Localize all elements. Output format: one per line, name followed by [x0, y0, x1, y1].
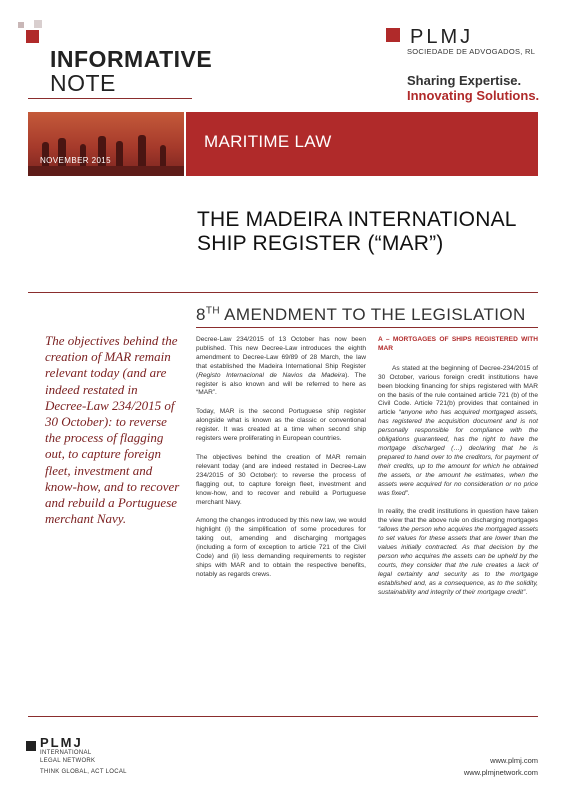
title-divider	[28, 292, 538, 293]
paragraph	[378, 508, 538, 597]
section-number: 8	[196, 305, 206, 324]
logo-name: PLMJ	[410, 26, 474, 48]
document-title-line-1: THE MADEIRA INTERNATIONAL	[197, 208, 517, 231]
footer-network-line-1: INTERNATIONAL	[40, 750, 92, 756]
paragraph-text: Decree-Law 234/2015 of 13 October has now been published. This new Decree-Law introduces the eighth amendment to Decree-Law 69/89 of 28 March, the law that established the Madeira International Ship Register (	[196, 336, 366, 379]
body-column-right	[378, 336, 538, 607]
footer-network-line-2: LEGAL NETWORK	[40, 758, 96, 764]
footer-logo-square-icon	[26, 741, 36, 751]
paragraph-text: .	[407, 489, 410, 497]
paragraph-text: As stated at the beginning of Decree-234/2015 of 30 October, various foreign credit institutions have been blocking financing for ships registered with MAR on the basis of the rule contained article 721 (b) of the Civil Code. Article 721(b) provides that contained in article	[378, 364, 538, 417]
doc-type-line-1: INFORMATIVE	[50, 46, 213, 72]
section-heading	[196, 305, 526, 325]
paragraph: The objectives behind the creation of MAR remain relevant today (and are indeed restated in Decree-Law 234/2015 of 30 October): to reverse the process of flagging out, to capture foreign fleet, investment and know-how, and to recover and rebuild a Portuguese merchant Navy.	[196, 453, 366, 506]
practice-area-label: MARITIME LAW	[204, 132, 332, 151]
footer-divider	[28, 716, 538, 717]
decorative-square	[18, 22, 24, 28]
footer-logo-name: PLMJ	[40, 735, 83, 750]
paragraph	[196, 336, 366, 398]
document-title-line-2: SHIP REGISTER (“MAR”)	[197, 232, 444, 255]
tagline-primary: Sharing Expertise.	[407, 73, 522, 88]
footer-network-website-link[interactable]: www.plmjnetwork.com	[463, 768, 538, 777]
legal-quote-italic: “allows the person who acquires the mortgaged assets to set values for these assets that are lower than the values initially contracted. As that decision by the person who acquires the assets can be upheld by the courts, they consider that the rule creates a lack of legal certainty and security as to the mortgage established and, as a consequence, as to the solidity, sustainability and integrity of their mortgage credit”	[378, 526, 538, 596]
doc-type-line-2: NOTE	[50, 70, 116, 96]
register-name-italic: Registo Internacional de Navios da Madeira	[198, 371, 346, 379]
section-ordinal-suffix: TH	[205, 305, 220, 317]
header-divider	[28, 98, 192, 99]
decorative-square	[34, 20, 42, 28]
paragraph-text: In reality, the credit institutions in question have taken the view that the above rule on discharging mortgages	[378, 508, 538, 525]
section-heading-text: AMENDMENT TO THE LEGISLATION	[220, 305, 526, 324]
section-divider	[196, 327, 538, 328]
paragraph: Today, MAR is the second Portuguese ship register alongside what is known as the classic or conventional register. It was created at a time when second ship registers were proliferating in European countries.	[196, 408, 366, 443]
legal-quote-italic: “anyone who has acquired mortgaged assets, has registered the acquisition document and is not personally responsible for compliance with the obligations guaranteed, has the right to have the mortgage discharged (…) declaring that he is prepared to hand over to the creditors, for payment of their credits, up to the amount for which he obtained the assets, or the amount he estimates, when the assets were acquired for no consideration or no price was fixed”	[378, 409, 539, 497]
paragraph: Among the changes introduced by this new law, we would highlight (i) the simplification of some procedures for taking out, amending and discharging mortgages (including a form of exception to article 721 of the Civil Code) and (ii) less demanding requirements to register ships with MAR and to obtain the respective benefits, notably as regards crews.	[196, 517, 366, 578]
paragraph-text: ). The register is also known and will be referred to here as “MAR”.	[196, 371, 366, 397]
banner-photo	[28, 112, 184, 176]
logo-subtitle: SOCIEDADE DE ADVOGADOS, RL	[407, 47, 536, 56]
subsection-heading: A – MORTGAGES OF SHIPS REGISTERED WITH MAR	[378, 336, 538, 352]
footer-website-link[interactable]: www.plmj.com	[490, 756, 538, 765]
pull-quote: The objectives behind the creation of MAR remain relevant today (and are indeed restated in Decree-Law 234/2015 of 30 October): to reverse the process of flagging out, to capture foreign fleet, investment and know-how, and to recover and rebuild a Portuguese merchant Navy.	[45, 333, 180, 527]
decorative-square	[26, 30, 39, 43]
paragraph	[378, 365, 538, 499]
body-column-left	[196, 336, 366, 590]
footer-slogan: THINK GLOBAL, ACT LOCAL	[40, 769, 127, 775]
issue-date: NOVEMBER 2015	[40, 156, 112, 165]
logo-square-icon	[386, 28, 400, 42]
tagline-secondary: Innovating Solutions.	[407, 88, 540, 103]
paragraph-text: .	[525, 588, 528, 596]
